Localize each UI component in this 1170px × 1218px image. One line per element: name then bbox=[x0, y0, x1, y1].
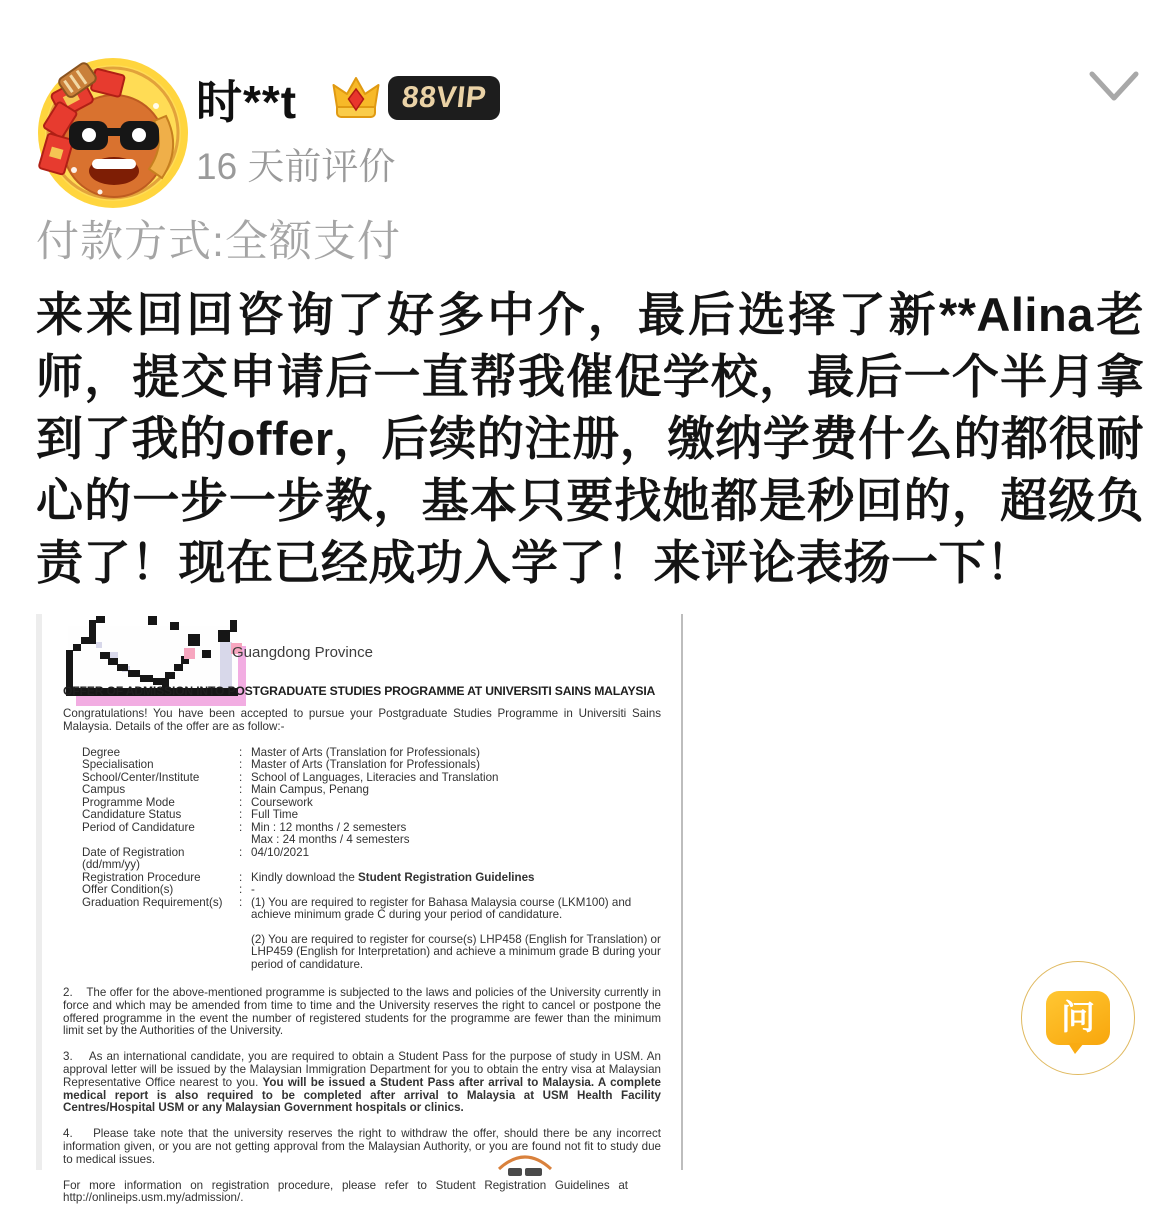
document-paragraph-4: 4. Please take note that the university reserves the right to withdraw the offer, should there be any incorrect information given, or you are not getting approval from the Malaysian Authority, or you are found not fit to study due to medical issues. bbox=[63, 1127, 661, 1166]
document-more-info: For more information on registration procedure, please refer to Student Registration Guidelines at http://onlineips.usm.my/admission/. bbox=[63, 1178, 628, 1205]
ask-button-label: 问 bbox=[1061, 999, 1095, 1037]
review-attachment-offer-letter[interactable] bbox=[36, 614, 683, 1205]
crown-icon bbox=[330, 70, 382, 124]
table-row: Graduation Requirement(s) : (1) You are required to register for Bahasa Malaysia course (LKM100) and achieve minimum grade C during your period of candidature. (2) You are required to register for course(s) LHP458 (English for Translation) or LHP459 (English for Interpretation) and achieve a minimum grade B during your period of candidature. bbox=[82, 895, 661, 971]
review-text: 来来回回咨询了好多中介，最后选择了新**Alina老师，提交申请后一直帮我催促学校，最后一个半月拿到了我的offer，后续的注册，缴纳学费什么的都很耐心的一步一步教，基本只要找她都是秒回的，超级负责了！现在已经成功入学了！来评论表扬一下！ bbox=[36, 288, 1144, 589]
table-row: Degree : Master of Arts (Translation for Professionals) bbox=[82, 745, 480, 759]
document-edge bbox=[36, 614, 42, 1170]
user-avatar[interactable] bbox=[38, 58, 188, 208]
vip-badge bbox=[388, 76, 500, 120]
table-row: Period of Candidature : Min : 12 months / 2 semesters Max : 24 months / 4 semesters bbox=[82, 820, 410, 847]
username: 时**t bbox=[196, 76, 298, 128]
table-row: Campus : Main Campus, Penang bbox=[82, 783, 369, 797]
document-intro: Congratulations! You have been accepted to pursue your Postgraduate Studies Programme in Universiti Sains Malaysia. Details of the offer are as follow:- bbox=[63, 707, 661, 733]
table-row: Programme Mode : Coursework bbox=[82, 795, 313, 809]
payment-method: 付款方式:全额支付 bbox=[36, 218, 401, 266]
document-paragraph-2: 2. The offer for the above-mentioned programme is subjected to the laws and policies of the University currently in force and which may be amended from time to time and the University reserves the right to cancel or postpone the offered programme in the event the number of registered students for the programme are fewer than the minimum limit set by the Authorities of the University. bbox=[63, 986, 661, 1038]
ask-question-icon bbox=[1046, 991, 1110, 1045]
table-row: Offer Condition(s) : - bbox=[82, 883, 255, 897]
table-row: Specialisation : Master of Arts (Translation for Professionals) bbox=[82, 758, 480, 772]
ask-everyone-button[interactable] bbox=[1021, 961, 1135, 1075]
offer-details-table bbox=[63, 747, 661, 972]
table-row: Registration Procedure : Kindly download the Student Registration Guidelines bbox=[82, 870, 535, 884]
avatar-character-icon bbox=[38, 58, 188, 208]
vip-badge-label: 88VIP bbox=[400, 81, 489, 114]
document-province-text: Guangdong Province bbox=[232, 644, 373, 661]
table-row: Date of Registration (dd/mm/yy) : 04/10/2021 bbox=[82, 845, 310, 872]
review-time: 16 天前评价 bbox=[196, 146, 396, 187]
table-row: School/Center/Institute : School of Languages, Literacies and Translation bbox=[82, 770, 499, 784]
chevron-down-icon[interactable] bbox=[1088, 70, 1140, 104]
document-paragraph-3: 3. As an international candidate, you are required to obtain a Student Pass for the purpose of study in USM. An approval letter will be issued by the Malaysian Immigration Department for you to obtain the entry visa at Malaysian Representative Office nearest to you. You will be issued a Student Pass after arrival to Malaysia. A complete medical report is also required to be completed after arrival to Malaysia at USM Health Facility Centres/Hospital USM or any Malaysian Government hospitals or clinics. bbox=[63, 1050, 661, 1115]
table-row: Candidature Status : Full Time bbox=[82, 808, 299, 822]
usm-logo-partial bbox=[495, 1143, 555, 1183]
document-body bbox=[63, 684, 661, 1218]
document-title: OFFER OF ADMISSION INTO POSTGRADUATE STUDIES PROGRAMME AT UNIVERSITI SAINS MALAYSIA bbox=[63, 684, 656, 698]
